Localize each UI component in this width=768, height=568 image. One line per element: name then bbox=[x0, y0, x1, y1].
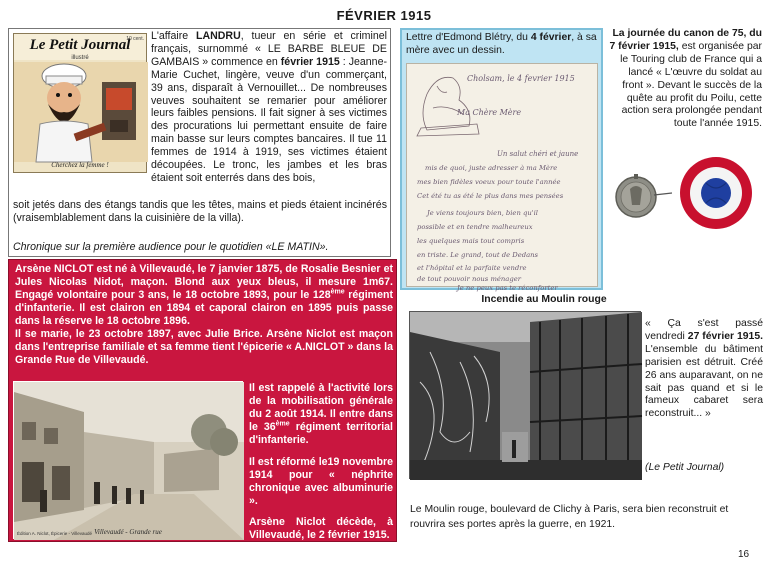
handwritten-letter-image bbox=[406, 63, 598, 292]
canon-body: est organisée par le Touring club de France qui a lancé « L'œuvre du soldat au front ». Devant le succès de la quête au profit du Poilu, cette action sera prolongée pendant toute l'année 1915. bbox=[620, 40, 762, 130]
canon-title: La journée du canon de 75, du 7 février 1915, bbox=[609, 28, 762, 52]
moulin-rouge-heading: Incendie au Moulin rouge bbox=[481, 294, 607, 305]
moulin-rouge-quote bbox=[645, 318, 763, 421]
landru-chronique: Chronique sur la première audience pour le quotidien «LE MATIN». bbox=[13, 241, 329, 253]
niclot-paragraph-3 bbox=[249, 382, 393, 447]
letter-line-8: possible et en tendre malheureux bbox=[417, 223, 533, 231]
landru-name: LANDRU bbox=[196, 30, 241, 42]
letter-line-10: en triste. Le grand, tout de Dedans bbox=[417, 251, 539, 259]
petit-journal-cover-image bbox=[13, 33, 147, 173]
photo-editor: Édition A. Niclot, Épicerie - Villevaudé bbox=[17, 531, 92, 536]
landru-date: février 1915 bbox=[280, 55, 340, 68]
moulin-quote-b: L'ensemble du bâtiment parisien est détruit. Créé 26 ans auparavant, on ne sait pas quand et si le fameux cabaret sera reconstruit... » bbox=[645, 343, 763, 420]
niclot-paragraph-1 bbox=[15, 263, 393, 328]
street-illustration bbox=[14, 382, 244, 540]
tricolor-cockade-medal-image bbox=[610, 153, 762, 235]
landru-caricature-illustration bbox=[14, 62, 148, 162]
letter-line-11: et l'hôpital et la parfaite vendre bbox=[417, 264, 527, 272]
landru-intro-text bbox=[151, 30, 387, 185]
niclot-p1-sup: ème bbox=[330, 288, 345, 296]
niclot-paragraph-4: Il est réformé le19 novembre 1914 pour « néphrite chronique avec albuminurie ». bbox=[249, 456, 393, 507]
cover-masthead: Le Petit Journal bbox=[14, 34, 146, 60]
niclot-paragraph-2: Il se marie, le 23 octobre 1897, avec Julie Brice. Arsène Niclot est maçon dans l'entreprise familiale et sa femme tient l'épicerie « A.NICLOT » dans la Grande Rue de Villevaudé. bbox=[15, 328, 393, 366]
niclot-p1-b: régiment d'infanterie. Il est clairon en 1894 et caporal clairon en 1895 puis passe dans la réserve le 18 octobre 1896. bbox=[15, 288, 393, 327]
cover-caption: Cherchez la femme ! bbox=[51, 161, 109, 169]
letter-line-9: les quelques mais tout compris bbox=[417, 237, 525, 245]
letter-line-2: Ma Chère Mère bbox=[457, 108, 522, 117]
letter-line-5: mes bien fidèles voeux pour toute l'année bbox=[417, 178, 561, 186]
letter-line-4: mis de quoi, juste adresser à ma Mère bbox=[425, 164, 558, 172]
landru-bottom-text: soit jetés dans des étangs tandis que les têtes, mains et pieds étaient incinérés (vraisemblablement dans la cuisinière de la villa). bbox=[13, 199, 387, 224]
letter-heading bbox=[406, 32, 598, 58]
letter-line-3: Un salut chéri et jaune bbox=[497, 150, 579, 158]
niclot-p3-sup: ème bbox=[275, 420, 290, 428]
page-title: FÉVRIER 1915 bbox=[336, 8, 432, 23]
moulin-quote-date: 27 février 1915. bbox=[687, 330, 763, 342]
landru-intro-before: L'affaire bbox=[151, 30, 196, 42]
niclot-paragraph-5: Arsène Niclot décède, à Villevaudé, le 2 février 1915. bbox=[249, 516, 393, 541]
letter-line-7: Je viens toujours bien, bien qu'il bbox=[427, 209, 538, 217]
cover-subtitle: illustré bbox=[71, 55, 89, 61]
canon-75-article bbox=[607, 28, 762, 131]
moulin-quote-a: « Ça s'est passé vendredi bbox=[645, 318, 763, 342]
villevaude-grande-rue-photo bbox=[13, 381, 243, 539]
moulin-rouge-source: (Le Petit Journal) bbox=[645, 462, 725, 473]
niclot-article bbox=[8, 259, 397, 542]
moulin-rouge-caption: Le Moulin rouge, boulevard de Clichy à Paris, sera bien reconstruit et rouvrira ses portes après la guerre, en 1921. bbox=[410, 504, 729, 530]
landru-article bbox=[8, 28, 391, 257]
bletry-letter-article bbox=[400, 28, 603, 290]
moulin-rouge-fire-photo bbox=[409, 311, 641, 479]
letter-line-12: de tout pouvoir nous ménager bbox=[417, 275, 521, 283]
letter-heading-date: 4 février bbox=[530, 32, 572, 43]
page-number: 16 bbox=[738, 549, 750, 560]
cover-price: 10 cent. bbox=[126, 36, 144, 42]
letter-line-13: Je ne peux pas te réconforter bbox=[457, 284, 558, 292]
letter-heading-b: , à sa mère avec un dessin. bbox=[406, 32, 597, 56]
letter-line-1: Cholsam, le 4 fevrier 1915 bbox=[467, 74, 575, 83]
niclot-p3-a: Il est rappelé à l'activité lors de la mobilisation générale du 2 août 1914. Il entre dans le 36 bbox=[249, 382, 393, 433]
niclot-p1-a: Arsène NICLOT est né à Villevaudé, le 7 janvier 1875, de Rosalie Besnier et Jules Nicolas Nidot, maçon. Blond aux yeux bleus, il mesure 1m67. Engagé volontaire pour 3 ans, le 18 octobre 1893, pour le 128 bbox=[15, 263, 393, 301]
landru-intro-after: : Jeanne-Marie Cuchet, lingère, veuve d'un commerçant, 39 ans, disparaît à Vernouillet... De nombreuses veuves souhaitent se remarier pour améliorer leurs faibles pensions. Il fait signer à ses victimes des procurations lui permettant ensuite de faire main basse sur leurs comptes bancaires. Il tue 11 femmes de 1914 à 1919, ses victimes étaient découpées. Le tronc, les jambes et les bras étaient soit enterrés dans des bois, bbox=[151, 55, 387, 184]
landru-intro-mid: , tueur en série et criminel français, surnommé « LE BARBE BLEUE DE GAMBAIS » commence en bbox=[151, 30, 388, 68]
niclot-p3-b: régiment territorial d'infanterie. bbox=[249, 420, 393, 446]
letter-line-6: Cet été tu as été le plus dans mes pensées bbox=[417, 192, 564, 200]
medal-illustration bbox=[610, 153, 762, 235]
letter-heading-a: Lettre d'Edmond Blétry, du bbox=[406, 32, 531, 43]
photo-caption: Villevaudé - Grande rue bbox=[94, 528, 162, 536]
ruins-illustration bbox=[410, 312, 642, 480]
